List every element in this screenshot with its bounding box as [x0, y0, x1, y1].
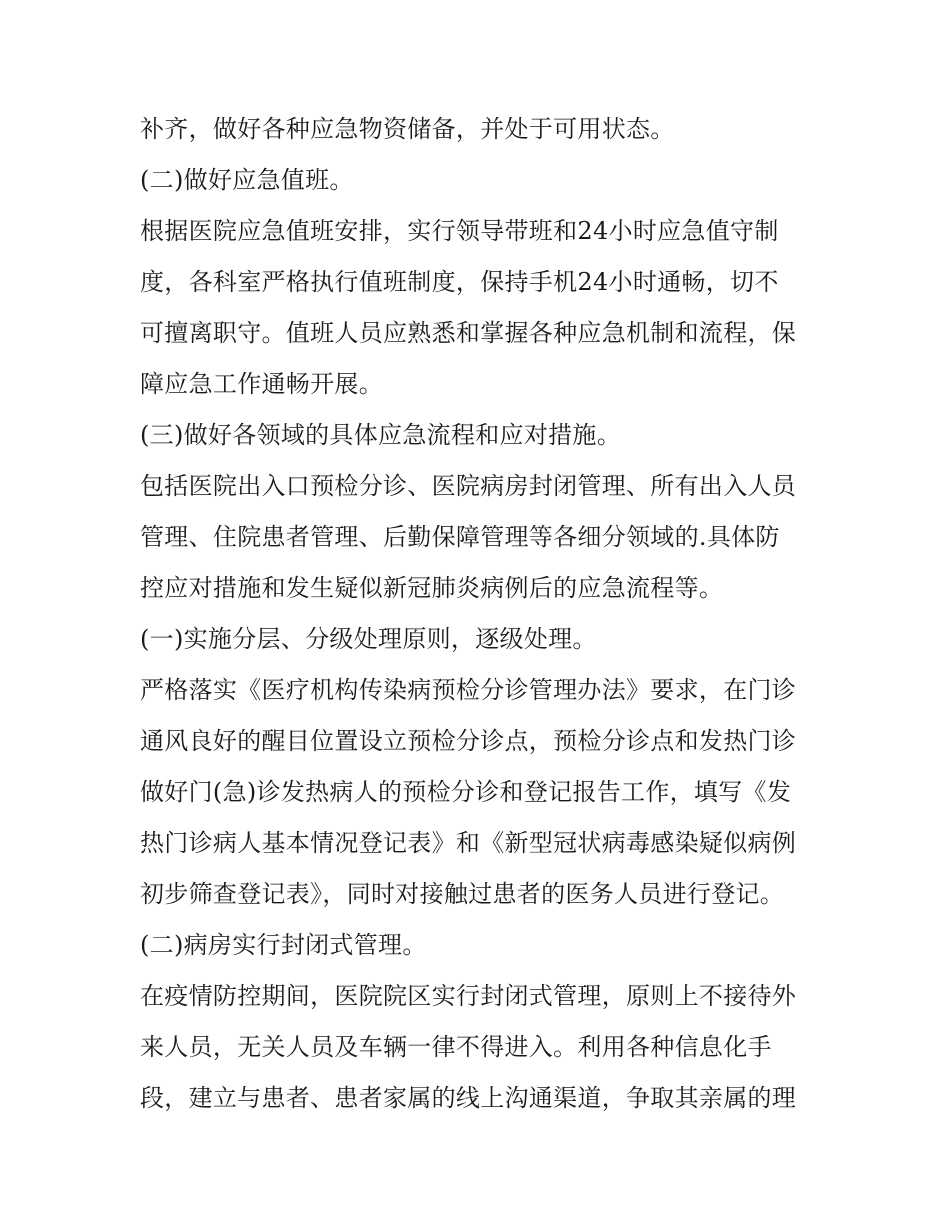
body-text	[140, 104, 820, 1124]
paragraph-line: 做好门(急)诊发热病人的预检分诊和登记报告工作，填写《发	[140, 778, 792, 806]
paragraph-line: 初步筛查登记表》，同时对接触过患者的医务人员进行登记。	[140, 880, 785, 908]
paragraph-line: 来人员，无关人员及车辆一律不得进入。利用各种信息化手	[140, 1033, 772, 1061]
paragraph-line: 包括医院出入口预检分诊、医院病房封闭管理、所有出入人员	[140, 472, 797, 500]
section-heading: (二)病房实行封闭式管理。	[140, 931, 427, 959]
paragraph-line: 严格落实《医疗机构传染病预检分诊管理办法》要求，在门诊	[140, 676, 797, 704]
section-heading: (一)实施分层、分级处理原则，逐级处理。	[140, 625, 597, 653]
paragraph-line: 度，各科室严格执行值班制度，保持手机24小时通畅，切不	[140, 268, 779, 296]
paragraph-line: 障应急工作通畅开展。	[140, 370, 383, 398]
section-heading: (二)做好应急值班。	[140, 166, 354, 194]
paragraph-line: 可擅离职守。值班人员应熟悉和掌握各种应急机制和流程，保	[140, 319, 797, 347]
paragraph-line: 管理、住院患者管理、后勤保障管理等各细分领域的.具体防	[140, 523, 780, 551]
paragraph-line: 在疫情防控期间，医院院区实行封闭式管理，原则上不接待外	[140, 982, 797, 1010]
paragraph-line: 控应对措施和发生疑似新冠肺炎病例后的应急流程等。	[140, 574, 724, 602]
paragraph-line: 补齐，做好各种应急物资储备，并处于可用状态。	[140, 115, 675, 143]
paragraph-line: 段，建立与患者、患者家属的线上沟通渠道，争取其亲属的理	[140, 1084, 797, 1112]
paragraph-line: 热门诊病人基本情况登记表》和《新型冠状病毒感染疑似病例	[140, 829, 797, 857]
paragraph-line: 根据医院应急值班安排，实行领导带班和24小时应急值守制	[140, 217, 779, 245]
section-heading: (三)做好各领域的具体应急流程和应对措施。	[140, 421, 622, 449]
paragraph-line: 通风良好的醒目位置设立预检分诊点，预检分诊点和发热门诊	[140, 727, 797, 755]
